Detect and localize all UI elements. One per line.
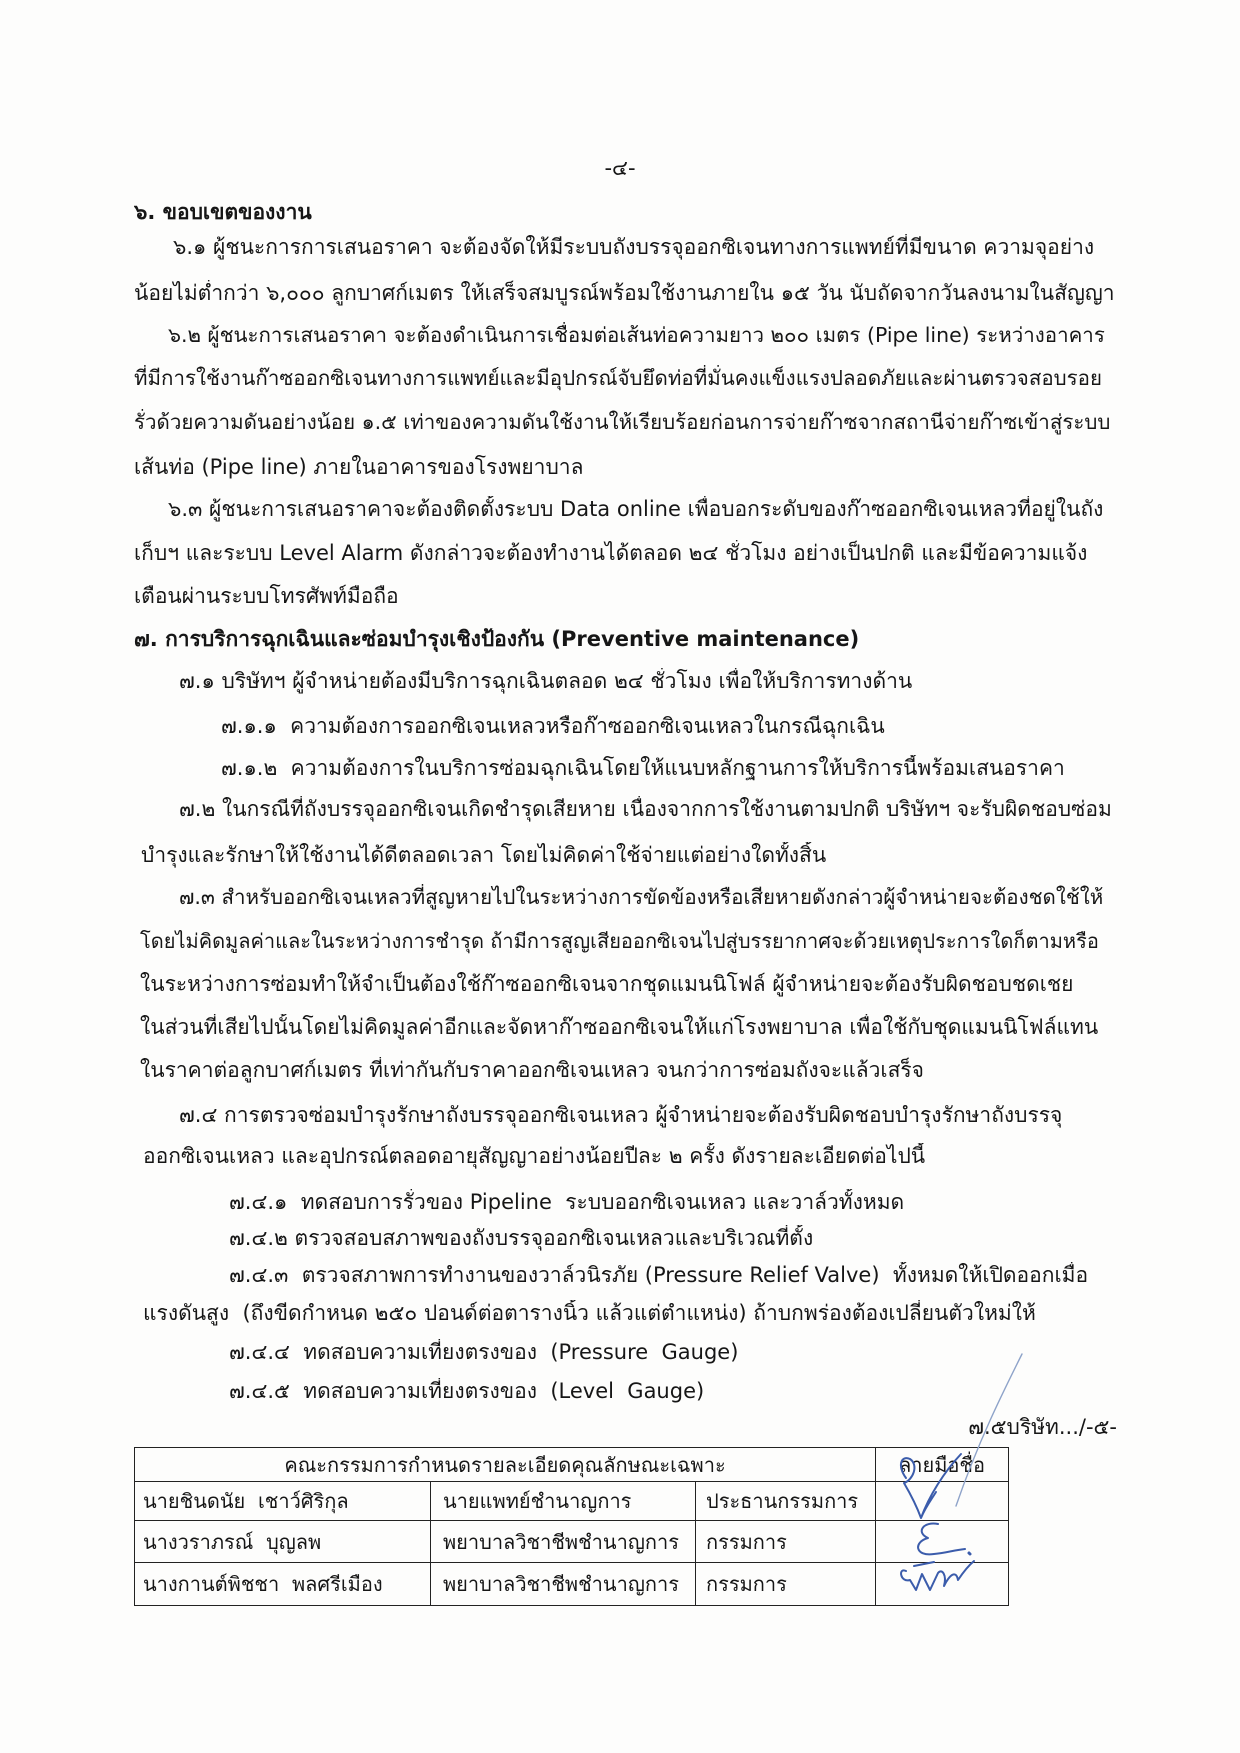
item-7-4-4: ๗.๔.๔ ทดสอบความเที่ยงตรงของ (Pressure Gauge) bbox=[229, 1340, 739, 1364]
member-role: กรรมการ bbox=[696, 1563, 876, 1606]
item-6-1-line: ๖.๑ ผู้ชนะการการเสนอราคา จะต้องจัดให้มีระบบถังบรรจุออกซิเจนทางการแพทย์ที่มีขนาด ความจุอย่าง bbox=[173, 235, 1095, 259]
item-7-4-1: ๗.๔.๑ ทดสอบการรั่วของ Pipeline ระบบออกซิเจนเหลว และวาล์วทั้งหมด bbox=[229, 1190, 905, 1214]
signature-cell bbox=[876, 1521, 1009, 1563]
item-6-3-line: เตือนผ่านระบบโทรศัพท์มือถือ bbox=[134, 584, 399, 608]
item-7-3-line: ในส่วนที่เสียไปนั้นโดยไม่คิดมูลค่าอีกและจัดหาก๊าซออกซิเจนให้แก่โรงพยาบาล เพื่อใช้กับชุดแมนนิโฟล์แทน bbox=[140, 1015, 1099, 1039]
item-7-1-2: ๗.๑.๒ ความต้องการในบริการซ่อมฉุกเฉินโดยให้แนบหลักฐานการให้บริการนี้พร้อมเสนอราคา bbox=[221, 756, 1065, 780]
item-7-4-3-line: แรงดันสูง (ถึงขีดกำหนด ๒๕๐ ปอนด์ต่อตารางนิ้ว แล้วแต่ตำแหน่ง) ถ้าบกพร่องต้องเปลี่ยนตัวใหม่ให้ bbox=[143, 1301, 1036, 1325]
member-name: นางวราภรณ์ บุญลพ bbox=[135, 1521, 431, 1563]
signature-cell bbox=[876, 1563, 1009, 1606]
committee-row bbox=[135, 1521, 1009, 1563]
continuation-note: ๗.๕บริษัท.../-๕- bbox=[968, 1415, 1117, 1439]
item-6-3-line: เก็บฯ และระบบ Level Alarm ดังกล่าวจะต้องทำงานได้ตลอด ๒๔ ชั่วโมง อย่างเป็นปกติ และมีข้อความแจ้ง bbox=[134, 541, 1088, 565]
committee-row bbox=[135, 1563, 1009, 1606]
signature-header: ลายมือชื่อ bbox=[876, 1448, 1009, 1482]
item-6-2-line: เส้นท่อ (Pipe line) ภายในอาคารของโรงพยาบาล bbox=[134, 455, 584, 479]
member-role: กรรมการ bbox=[696, 1521, 876, 1563]
item-7-3-line: ๗.๓ สำหรับออกซิเจนเหลวที่สูญหายไปในระหว่างการขัดข้องหรือเสียหายดังกล่าวผู้จำหน่ายจะต้องชดใช้ให้ bbox=[179, 885, 1104, 909]
item-7-3-line: ในราคาต่อลูกบาศก์เมตร ที่เท่ากันกับราคาออกซิเจนเหลว จนกว่าการซ่อมถังจะแล้วเสร็จ bbox=[140, 1058, 924, 1082]
member-position: พยาบาลวิชาชีพชำนาญการ bbox=[431, 1563, 696, 1606]
item-7-2-line: บำรุงและรักษาให้ใช้งานได้ดีตลอดเวลา โดยไม่คิดค่าใช้จ่ายแต่อย่างใดทั้งสิ้น bbox=[141, 843, 827, 867]
signature-cell bbox=[876, 1482, 1009, 1521]
item-6-1-line: น้อยไม่ต่ำกว่า ๖,๐๐๐ ลูกบาศก์เมตร ให้เสร็จสมบูรณ์พร้อมใช้งานภายใน ๑๕ วัน นับถัดจากวันลงนามในสัญญา bbox=[134, 281, 1115, 305]
member-position: พยาบาลวิชาชีพชำนาญการ bbox=[431, 1521, 696, 1563]
committee-row bbox=[135, 1482, 1009, 1521]
item-7-3-line: ในระหว่างการซ่อมทำให้จำเป็นต้องใช้ก๊าซออกซิเจนจากชุดแมนนิโฟล์ ผู้จำหน่ายจะต้องรับผิดชอบชดเชย bbox=[140, 972, 1074, 996]
committee-table bbox=[134, 1447, 1009, 1606]
section-6-heading: ๖. ขอบเขตของงาน bbox=[134, 200, 312, 224]
item-7-2-line: ๗.๒ ในกรณีที่ถังบรรจุออกซิเจนเกิดชำรุดเสียหาย เนื่องจากการใช้งานตามปกติ บริษัทฯ จะรับผิดชอบซ่อม bbox=[179, 797, 1112, 821]
item-7-4-line: ออกซิเจนเหลว และอุปกรณ์ตลอดอายุสัญญาอย่างน้อยปีละ ๒ ครั้ง ดังรายละเอียดต่อไปนี้ bbox=[143, 1144, 926, 1168]
member-name: นายชินดนัย เชาว์ศิริกุล bbox=[135, 1482, 431, 1521]
item-6-2-line: ๖.๒ ผู้ชนะการเสนอราคา จะต้องดำเนินการเชื่อมต่อเส้นท่อความยาว ๒๐๐ เมตร (Pipe line) ระหว่างอาคาร bbox=[168, 323, 1105, 347]
item-6-2-line: ที่มีการใช้งานก๊าซออกซิเจนทางการแพทย์และมีอุปกรณ์จับยึดท่อที่มั่นคงแข็งแรงปลอดภัยและผ่านตรวจสอบรอย bbox=[134, 366, 1102, 390]
item-6-3-line: ๖.๓ ผู้ชนะการเสนอราคาจะต้องติดตั้งระบบ Data online เพื่อบอกระดับของก๊าซออกซิเจนเหลวที่อยู่ในถัง bbox=[168, 497, 1104, 521]
item-7-4-3-line: ๗.๔.๓ ตรวจสภาพการทำงานของวาล์วนิรภัย (Pressure Relief Valve) ทั้งหมดให้เปิดออกเมื่อ bbox=[229, 1263, 1089, 1287]
member-role: ประธานกรรมการ bbox=[696, 1482, 876, 1521]
committee-header-row bbox=[135, 1448, 1009, 1482]
item-7-4-5: ๗.๔.๕ ทดสอบความเที่ยงตรงของ (Level Gauge) bbox=[229, 1379, 705, 1403]
item-7-1-1: ๗.๑.๑ ความต้องการออกซิเจนเหลวหรือก๊าซออกซิเจนเหลวในกรณีฉุกเฉิน bbox=[221, 714, 885, 738]
item-7-3-line: โดยไม่คิดมูลค่าและในระหว่างการชำรุด ถ้ามีการสูญเสียออกซิเจนไปสู่บรรยากาศจะด้วยเหตุประการใดก็ตามหรือ bbox=[140, 929, 1099, 953]
item-6-2-line: รั่วด้วยความดันอย่างน้อย ๑.๕ เท่าของความดันใช้งานให้เรียบร้อยก่อนการจ่ายก๊าซจากสถานีจ่ายก๊าซเข้าสู่ระบบ bbox=[134, 410, 1111, 434]
item-7-4-2: ๗.๔.๒ ตรวจสอบสภาพของถังบรรจุออกซิเจนเหลวและบริเวณที่ตั้ง bbox=[229, 1226, 814, 1250]
member-name: นางกานต์พิชชา พลศรีเมือง bbox=[135, 1563, 431, 1606]
committee-header: คณะกรรมการกำหนดรายละเอียดคุณลักษณะเฉพาะ bbox=[135, 1448, 876, 1482]
page-number: -๔- bbox=[604, 156, 636, 180]
item-7-4-line: ๗.๔ การตรวจซ่อมบำรุงรักษาถังบรรจุออกซิเจนเหลว ผู้จำหน่ายจะต้องรับผิดชอบบำรุงรักษาถังบรรจุ bbox=[179, 1103, 1063, 1127]
member-position: นายแพทย์ชำนาญการ bbox=[431, 1482, 696, 1521]
section-7-heading: ๗. การบริการฉุกเฉินและซ่อมบำรุงเชิงป้องกัน (Preventive maintenance) bbox=[134, 627, 860, 651]
item-7-1: ๗.๑ บริษัทฯ ผู้จำหน่ายต้องมีบริการฉุกเฉินตลอด ๒๔ ชั่วโมง เพื่อให้บริการทางด้าน bbox=[179, 669, 913, 693]
